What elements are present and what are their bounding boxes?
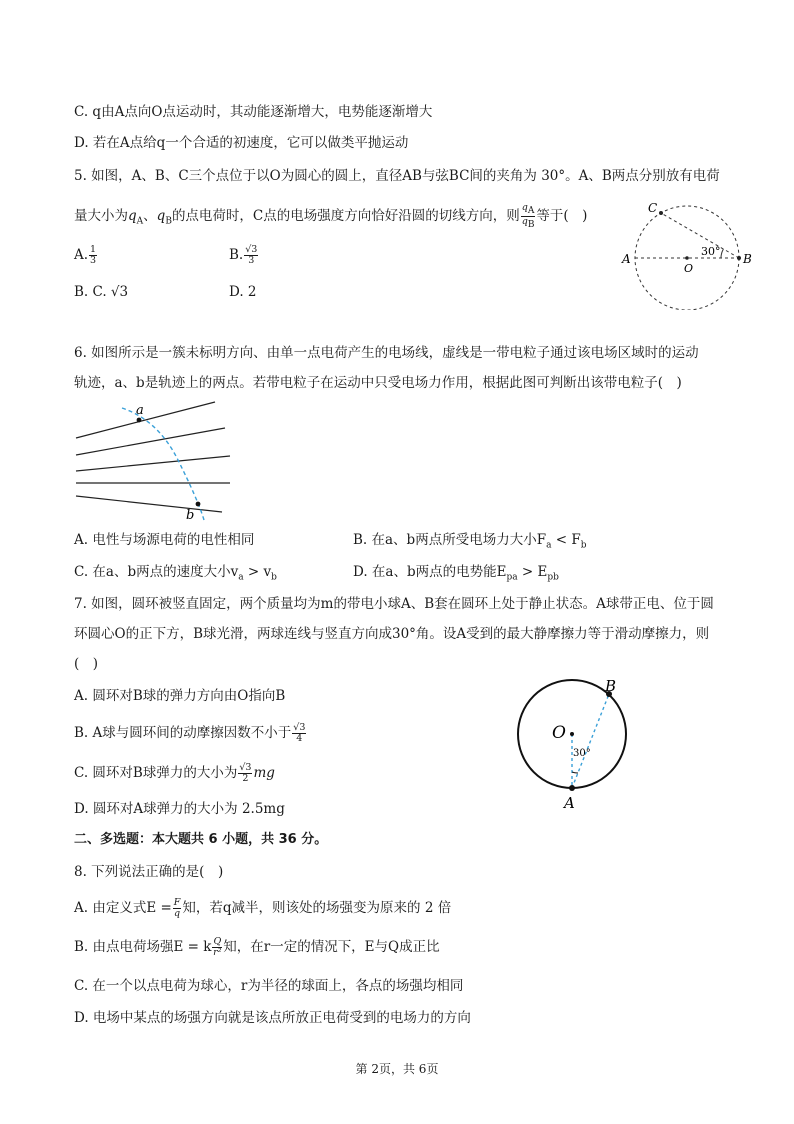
q7-option-d: D. 圆环对A球弹力的大小为 2.5mg xyxy=(74,801,285,817)
q5-stem-line2: 量大小为$q_A$、$q_B$的点电荷时，C点的电场强度方向恰好沿圆的切线方向，则 $\frac{q_A}{q_B}$ 等于( ) xyxy=(74,202,588,230)
q5-circle-figure xyxy=(615,200,760,310)
q5-ratio-fraction: $\frac{q_A}{q_B}$ xyxy=(521,202,535,230)
q6-stem-line2: 轨迹，a、b是轨迹上的两点。若带电粒子在运动中只受电场力作用，根据此图可判断出该带电粒子( ) xyxy=(74,375,682,391)
q5-label-b: B xyxy=(743,252,752,266)
q5-option-d: D. 2 xyxy=(229,284,257,300)
q6-option-c: C. 在a、b两点的速度大小$v_a > v_b$ xyxy=(74,564,277,583)
q7-label-b: B xyxy=(605,677,617,695)
q5-label-c: C xyxy=(648,201,658,215)
q7-angle-label: 30° xyxy=(573,748,591,759)
q7-label-o: O xyxy=(552,723,566,743)
q4-option-d: D. 若在A点给q一个合适的初速度，它可以做类平抛运动 xyxy=(74,135,409,151)
q7-option-c: C. 圆环对B球弹力的大小为 $\frac{√3}{2}$ mg xyxy=(74,762,275,784)
q5-option-b: B. $\frac{√3}{3}$ xyxy=(229,244,258,266)
q7-label-a: A xyxy=(564,794,575,812)
q5-label-o: O xyxy=(684,262,694,275)
q8-option-c: C. 在一个以点电荷为球心，r为半径的球面上，各点的场强均相同 xyxy=(74,978,464,994)
q5-option-c: B. C. √3 xyxy=(74,284,129,300)
q6-label-a: a xyxy=(136,403,144,418)
q5-label-a: A xyxy=(622,252,631,266)
q6-option-d: D. 在a、b两点的电势能$E_{pa} > E_{pb}$ xyxy=(353,564,559,583)
q7-stem-line3: ( ) xyxy=(74,656,99,672)
q5-angle-label: 30° xyxy=(701,245,721,258)
q5-stem-line1: 5. 如图，A、B、C三个点位于以O为圆心的圆上，直径AB与弦BC间的夹角为 30°。A、B两点分别放有电荷 xyxy=(74,168,720,184)
q4-option-c: C. q由A点向O点运动时，其动能逐渐增大，电势能逐渐增大 xyxy=(74,104,433,120)
q6-stem-line1: 6. 如图所示是一簇未标明方向、由单一点电荷产生的电场线，虚线是一带电粒子通过该电场区域时的运动 xyxy=(74,345,699,361)
q6-label-b: b xyxy=(186,508,195,523)
q6-field-lines-figure xyxy=(70,398,245,526)
q8-stem: 8. 下列说法正确的是( ) xyxy=(74,864,224,880)
q8-option-a: A. 由定义式E = $\frac{F}{q}$ 知，若q减半，则该处的场强变为原来的 2 倍 xyxy=(74,897,452,919)
q7-stem-line1: 7. 如图，圆环被竖直固定，两个质量均为m的带电小球A、B套在圆环上处于静止状态。A球带正电、位于圆 xyxy=(74,596,714,612)
q8-option-b: B. 由点电荷场强E = k $\frac{Q}{\text{r²}}$ 知，在r一定的情况下，E与Q成正比 xyxy=(74,936,440,958)
q6-option-b: B. 在a、b两点所受电场力大小$F_a < F_b$ xyxy=(353,532,587,551)
section-2-heading: 二、多选题：本大题共 6 小题，共 36 分。 xyxy=(74,832,328,847)
q6-option-a: A. 电性与场源电荷的电性相同 xyxy=(74,532,255,548)
q7-option-b: B. A球与圆环间的动摩擦因数不小于 $\frac{√3}{4}$ xyxy=(74,722,306,744)
q7-ring-figure xyxy=(512,674,647,816)
q8-option-d: D. 电场中某点的场强方向就是该点所放正电荷受到的电场力的方向 xyxy=(74,1010,471,1026)
page-footer: 第 2页，共 6页 xyxy=(355,1062,439,1076)
q7-stem-line2: 环圆心O的正下方，B球光滑，两球连线与竖直方向成30°角。设A受到的最大静摩擦力等于滑动摩擦力，则 xyxy=(74,626,710,642)
q7-option-a: A. 圆环对B球的弹力方向由O指向B xyxy=(74,688,286,704)
q5-option-a: A. $\frac{1}{3}$ xyxy=(74,244,97,266)
